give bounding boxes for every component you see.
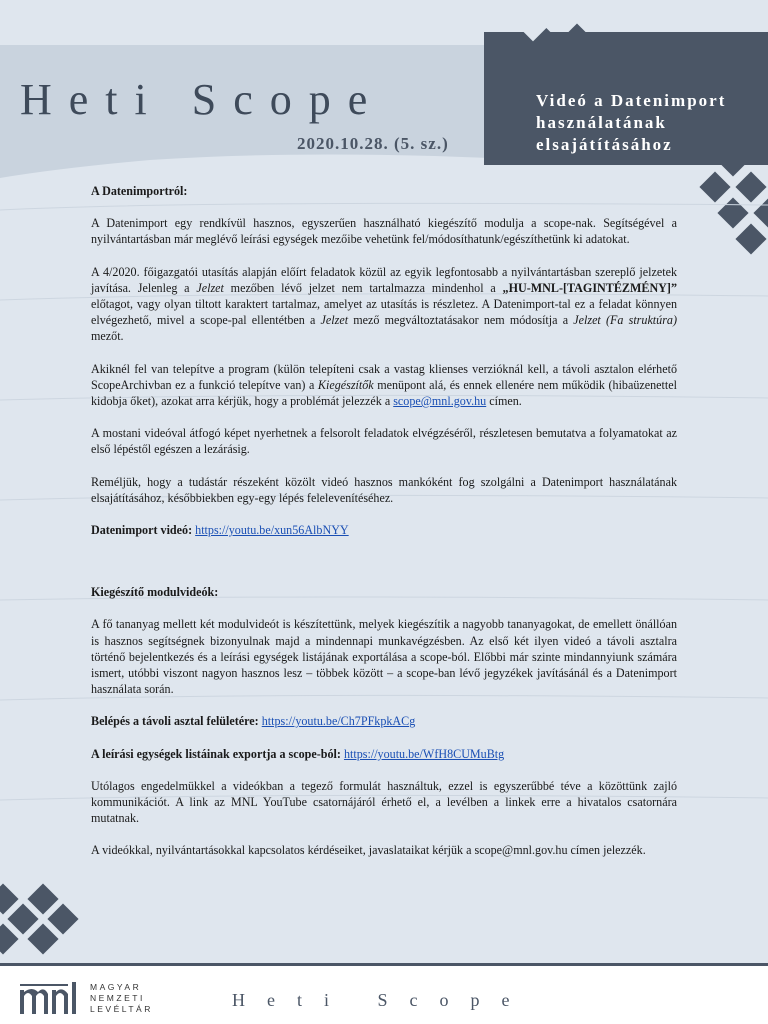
field-name: Jelzet (Fa struktúra) [573, 313, 677, 328]
page-title: Heti Scope [20, 75, 385, 124]
video-line [91, 713, 677, 729]
text-run: címen. [486, 394, 522, 409]
paragraph: Reméljük, hogy a tudástár részeként közölt videó hasznos mankóként fog szolgálni a Datenimport használatának elsajátításához, későbbiekben egy-egy lépés felelevenítéséhez. [91, 474, 677, 505]
logo-line: MAGYAR [90, 982, 142, 992]
subtitle-line: elsajátításához [536, 135, 673, 154]
paragraph: Utólagos engedelmükkel a videókban a tegező formulát használtuk, ezzel is egyszerűbbé téve a közöttünk zajló kommunikációt. A link az MNL YouTube csatornájáról érhető el, a levélben a linkek erre a hivatalos csatornára mutatnak. [91, 778, 677, 826]
issue-subtitle [536, 90, 764, 156]
text-run: menüpont alá, és ennek ellenére nem működik (hibaüzenettel kidobja őket), azokat arra kérjük, hogy a problémát jelezzék a [91, 377, 677, 409]
text-run: Akiknél fel van telepítve a program (külön telepíteni csak a vastag klienses verzióknál kell, a távoli asztalon elérhető ScopeArchivban ez a funkció telepítve van) a [91, 361, 677, 392]
article-body [91, 183, 677, 859]
email-link[interactable]: scope@mnl.gov.hu [393, 394, 487, 409]
datenimport-video-link[interactable]: https://youtu.be/xun56AlbNYY [195, 523, 349, 538]
paragraph: A fő tananyag mellett két modulvideót is készítettünk, melyek kiegészítik a nagyobb tananyagokat, de emellett önállóan is hasznos segítségnek bizonyulnak majd a mindennapi munkavégzésben. Az első két ilyen videó a távoli asztalra történő bejelentkezés és a leírási egységek listájának exportálása a scope-ból. Előbbi már szinte mindannyiunk számára ismert, utóbbi viszont nagyon hasznos lesz – többek között – a scope-ban lévő jegyzékek javításánál és a Datenimport használata során. [91, 617, 677, 697]
menu-name: Kiegészítők [317, 377, 374, 392]
remote-desktop-video-link[interactable]: https://youtu.be/Ch7PFkpkACg [261, 714, 416, 729]
text-run: mező megváltoztatásakor nem módosítja a [348, 313, 574, 328]
paragraph: A videókkal, nyilvántartásokkal kapcsolatos kérdéseiket, javaslataikat kérjük a scope@mnl.gov.hu címen jelezzék. [91, 843, 646, 858]
section-heading: A Datenimportról: [91, 184, 188, 198]
video-label: Datenimport videó: [91, 523, 193, 538]
footer-title: Heti Scope [232, 990, 532, 1010]
text-run: A 4/2020. főigazgatói utasítás alapján előírt feladatok közül az egyik legfontosabb a nyilvántartásban szereplő jelzetek javítása. Jelenleg a [91, 264, 677, 295]
paragraph [91, 361, 677, 410]
subtitle-line: használatának [536, 113, 667, 132]
prefix-code: „HU-MNL-[TAGINTÉZMÉNY]” [502, 280, 677, 295]
issue-date: 2020.10.28. (5. sz.) [297, 134, 449, 153]
field-name: Jelzet [320, 313, 349, 328]
text-run: előtagot, vagy olyan tiltott karaktert tartalmaz, amelyet az utasítás is részletez. A Datenimport-tal ez a feladat könnyen elvégezhető, mivel a scope-pal ellentétben a [91, 297, 677, 328]
field-name: Jelzet [196, 280, 224, 295]
text-run: mezőben lévő jelzet nem tartalmazza mindenhol a [223, 280, 503, 295]
mnl-logo-icon [18, 980, 84, 1016]
video-line [91, 522, 677, 538]
video-label: Belépés a távoli asztal felületére: [91, 714, 259, 729]
logo-text [90, 982, 153, 1015]
paragraph: A mostani videóval átfogó képet nyerhetnek a felsorolt feladatok elvégzéséről, részletesen bemutatva a folyamatokat az első lépéstől egészen a lezárásig. [91, 426, 677, 457]
text-run: mezőt. [91, 329, 124, 344]
subtitle-line: Videó a Datenimport [536, 91, 727, 110]
export-video-link[interactable]: https://youtu.be/WfH8CUMuBtg [343, 746, 505, 761]
logo-line: NEMZETI [90, 993, 145, 1003]
section-heading: Kiegészítő modulvideók: [91, 585, 219, 600]
video-label: A leírási egységek listáinak exportja a scope-ból: [91, 746, 341, 761]
paragraph: A Datenimport egy rendkívül hasznos, egyszerűen használható kiegészítő modulja a scope-nak. Segítségével a nyilvántartásban már meglévő leírási egységek mezőibe vehetünk fel/módosíthatunk/egészíthetünk ki adatokat. [91, 216, 677, 247]
video-line [91, 746, 677, 762]
logo-line: LEVÉLTÁR [90, 1004, 153, 1014]
paragraph [91, 264, 677, 345]
